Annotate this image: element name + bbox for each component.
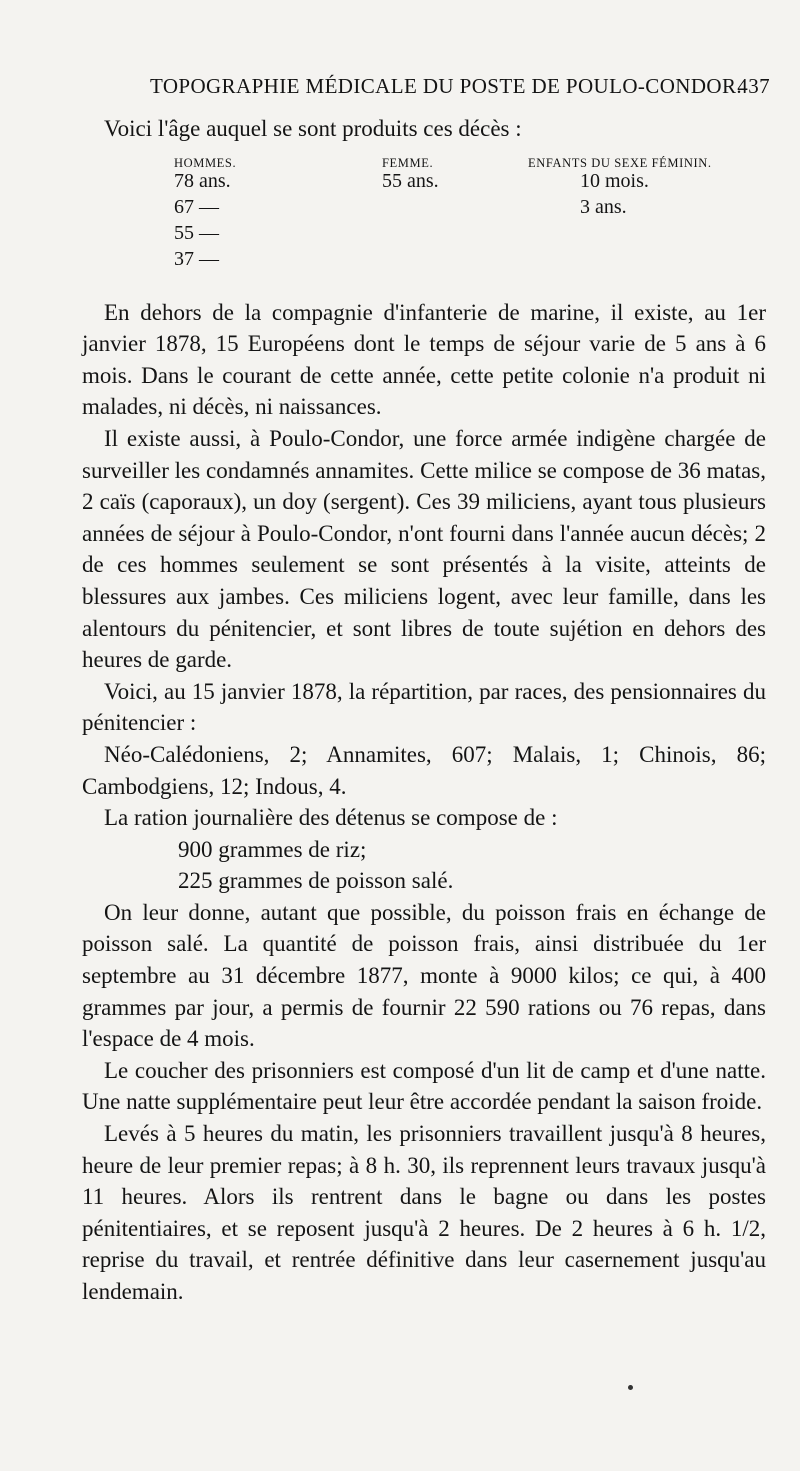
column-heading: ENFANTS DU SEXE FÉMININ.: [528, 155, 712, 170]
column-girls: [528, 148, 712, 220]
age-value: 55 ans.: [382, 169, 439, 192]
paragraph-ration-intro: La ration journalière des détenus se compose de :: [104, 805, 558, 831]
age-value: 78 ans.: [174, 169, 231, 192]
age-value: 37 —: [174, 247, 219, 270]
column-woman: [382, 148, 439, 194]
column-heading: FEMME.: [382, 155, 434, 170]
column-heading: HOMMES.: [174, 155, 237, 170]
ink-dot: [628, 1385, 633, 1390]
age-value: 3 ans.: [580, 195, 627, 218]
paragraph-bedding: Le coucher des prisonniers est composé d'un lit de camp et d'une natte. Une natte supplémentaire peut leur être accordée pendant la saison froide.: [82, 1057, 766, 1115]
ration-item: 900 grammes de riz;: [178, 836, 367, 862]
ration-item: 225 grammes de poisson salé.: [178, 868, 454, 894]
paragraph-militia: Il existe aussi, à Poulo-Condor, une force armée indigène chargée de surveiller les condamnés annamites. Cette milice se compose de 36 matas, 2 caïs (caporaux), un doy (sergent). Ces 39 miliciens, ayant tous plusieurs années de séjour à Poulo-Condor, n'ont fourni dans l'année aucun décès; 2 de ces hommes seulement se sont présentés à la visite, atteints de blessures aux jambes. Ces miliciens logent, avec leur famille, dans les alentours du pénitencier, et sont libres de toute sujétion en dehors des heures de garde.: [82, 425, 766, 673]
age-value: 10 mois.: [580, 169, 649, 192]
paragraph-schedule: Levés à 5 heures du matin, les prisonniers travaillent jusqu'à 8 heures, heure de leur premier repas; à 8 h. 30, ils reprennent leurs travaux jusqu'à 11 heures. Alors ils rentrent dans le bagne ou dans les postes pénitentiaires, et se reposent jusqu'à 2 heures. De 2 heures à 6 h. 1/2, reprise du travail, et rentrée définitive dans leur casernement jusqu'au lendemain.: [82, 1121, 766, 1304]
paragraph-races-list: Néo-Calédoniens, 2; Annamites, 607; Malais, 1; Chinois, 86; Cambodgiens, 12; Indous, 4.: [82, 741, 766, 799]
ages-table: [82, 148, 766, 293]
paragraph-fresh-fish: On leur donne, autant que possible, du poisson frais en échange de poisson salé. La quantité de poisson frais, ainsi distribuée du 1er septembre au 31 décembre 1877, monte à 9000 kilos; ce qui, à 400 grammes par jour, a permis de fournir 22 590 rations ou 76 repas, dans l'espace de 4 mois.: [82, 899, 766, 1052]
header-title: TOPOGRAPHIE MÉDICALE DU POSTE DE POULO-CONDOR.: [150, 74, 743, 98]
paragraph-europeans: En dehors de la compagnie d'infanterie de marine, il existe, au 1er janvier 1878, 15 Européens dont le temps de séjour varie de 5 ans à 6 mois. Dans le courant de cette année, cette petite colonie n'a produit ni malades, ni décès, ni naissances.: [82, 299, 766, 420]
running-header: [150, 74, 770, 104]
age-value: 55 —: [174, 221, 219, 244]
age-value: 67 —: [174, 195, 219, 218]
intro-line: Voici l'âge auquel se sont produits ces décès :: [104, 116, 522, 141]
column-men: [174, 148, 236, 272]
paragraph-races-intro: Voici, au 15 janvier 1878, la répartition, par races, des pensionnaires du pénitencier :: [82, 678, 766, 736]
page-number: 437: [737, 74, 770, 98]
body-text: [82, 113, 766, 1308]
